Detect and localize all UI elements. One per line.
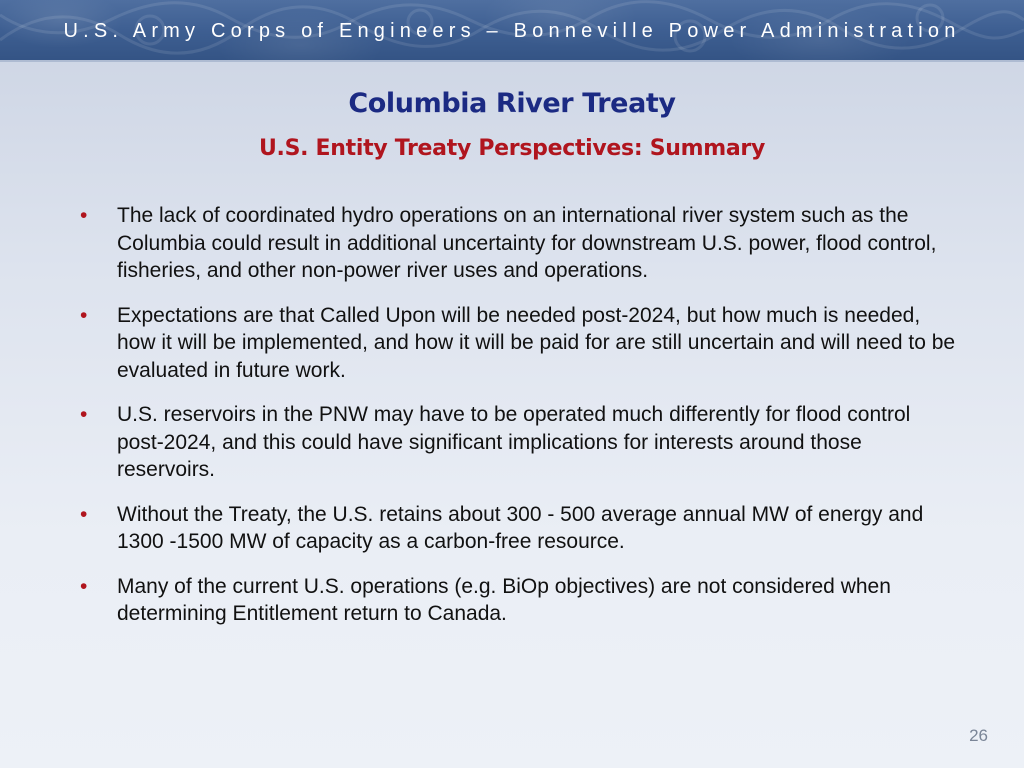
bullet-item: [80, 501, 960, 556]
bullet-list: [80, 202, 960, 645]
slide-title: Columbia River Treaty: [348, 88, 676, 119]
bullet-text: The lack of coordinated hydro operations on an international river system such as the Columbia could result in additional uncertainty for downstream U.S. power, flood control, fisheries, and other non-power river uses and operations.: [117, 204, 937, 282]
bullet-item: [80, 202, 960, 285]
bullet-text: U.S. reservoirs in the PNW may have to be operated much differently for flood control post-2024, and this could have significant implications for interests around those reservoirs.: [117, 403, 911, 481]
bullet-item: [80, 401, 960, 484]
bullet-marker: •: [80, 403, 88, 426]
bullet-item: [80, 302, 960, 385]
bullet-text: Without the Treaty, the U.S. retains about 300 - 500 average annual MW of energy and 1300 -1500 MW of capacity as a carbon-free resource.: [117, 502, 924, 553]
bullet-text: Expectations are that Called Upon will be needed post-2024, but how much is needed, how it will be implemented, and how it will be paid for are still uncertain and will need to be evaluated in future work.: [117, 303, 956, 382]
page-number: 26: [969, 726, 988, 745]
bullet-marker: •: [80, 574, 88, 598]
bullet-marker: •: [80, 204, 88, 227]
banner-divider: [0, 60, 1024, 62]
bullet-item: [80, 573, 960, 628]
organization-banner-text: U.S. Army Corps of Engineers – Bonneville Power Administration: [63, 20, 961, 42]
slide-subtitle: U.S. Entity Treaty Perspectives: Summary: [258, 136, 766, 161]
bullet-marker: •: [80, 303, 88, 327]
bullet-marker: •: [80, 502, 88, 526]
bullet-text: Many of the current U.S. operations (e.g. BiOp objectives) are not considered when determining Entitlement return to Canada.: [117, 574, 891, 625]
header-banner: [0, 0, 1024, 60]
